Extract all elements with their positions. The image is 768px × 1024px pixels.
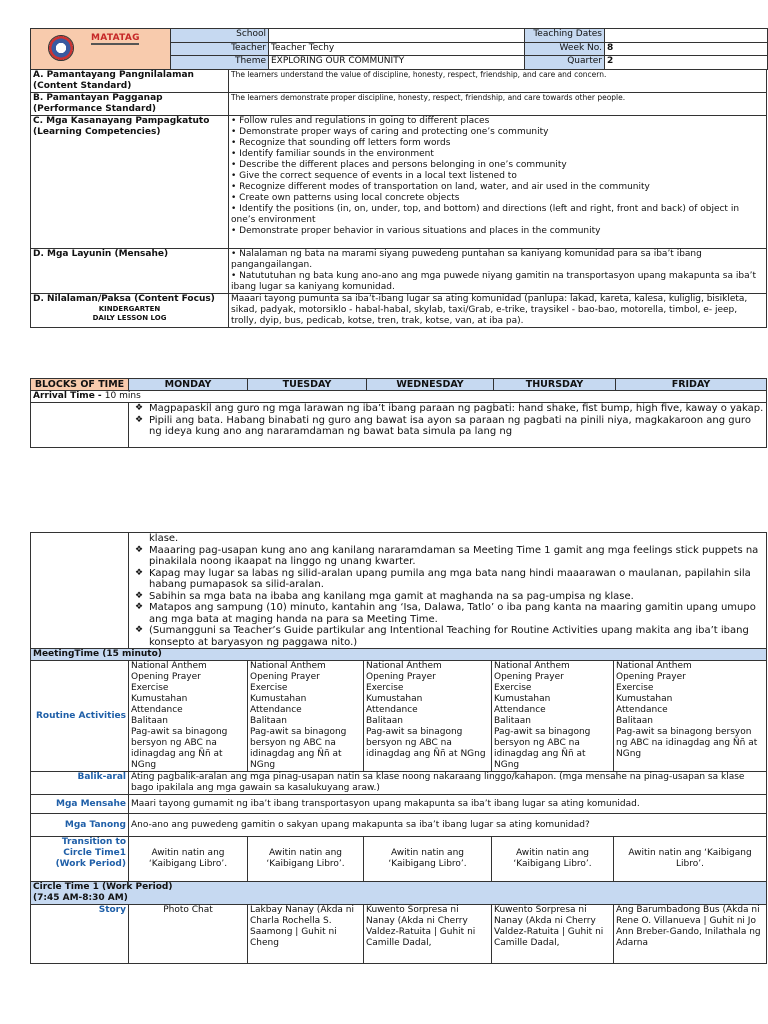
transition-tuesday: Awitin natin ang ‘Kaibigang Libro’. (248, 837, 364, 882)
routine-item: Balitaan (366, 716, 403, 726)
objective-item: • Natututuhan ng bata kung ano-ano ang mga puwede niyang gamitin na transportasyon upang makapunta sa iba’t ibang lugar sa kaniyang komunidad. (231, 271, 756, 292)
circle-time-hours: (7:45 AM-8:30 AM) (33, 893, 128, 903)
week-value: 8 (605, 42, 768, 56)
quarter-value: 2 (605, 56, 768, 70)
routine-item: National Anthem (616, 661, 692, 671)
performance-standard-text: The learners demonstrate proper discipline, honesty, respect, friendship, and care towards other people. (229, 93, 767, 116)
kindergarten-label: KINDERGARTEN (98, 305, 161, 313)
schedule-section-2 (30, 532, 767, 964)
arrival-item: ❖ Maaaring pag-usapan kung ano ang kanilang nararamdaman sa Meeting Time 1 gamit ang mga feelings stick puppets na pinakilala noong ikaapat na linggo ng unang kwarter. (149, 545, 764, 568)
performance-standard-label: B. Pamantayan Pagganap (Performance Standard) (31, 93, 229, 116)
competency-item: • Demonstrate proper ways of caring and protecting one’s community (231, 127, 549, 137)
story-label: Story (31, 905, 129, 964)
routine-item: National Anthem (366, 661, 442, 671)
arrival-empty-cell (31, 403, 129, 448)
schedule-table-top (30, 378, 767, 448)
meeting-time-header: MeetingTime (15 minuto) (31, 649, 767, 661)
quarter-label: Quarter (525, 56, 605, 70)
arrival-item: ❖ (Sumangguni sa Teacher’s Guide partikular ang Intentional Teaching for Routine Activities upang makita ang iba’t ibang konsepto at baryasyon ng paggawa nito.) (149, 625, 764, 648)
monday-header: MONDAY (129, 379, 248, 391)
arrival-item: ❖ Pipili ang bata. Habang binabati ng guro ang bawat isa ayon sa paraan ng pagbati na pinili niya, magkakaroon ang guro ng ideya kung ano ang nararamdaman ng bawat bata simula pa lang ng (149, 415, 764, 438)
logo-underline (91, 43, 139, 45)
tuesday-header: TUESDAY (248, 379, 367, 391)
routine-item: Kumustahan (494, 694, 551, 704)
routine-item: Attendance (366, 705, 418, 715)
routine-item: Opening Prayer (494, 672, 564, 682)
routine-item: Pag-awit sa binagong bersyon ng ABC na idinagdag ang Ññ at NGng (131, 727, 228, 770)
routine-item: Opening Prayer (250, 672, 320, 682)
routine-item: National Anthem (250, 661, 326, 671)
routine-item: Exercise (494, 683, 532, 693)
routine-friday (614, 661, 767, 772)
story-tuesday: Lakbay Nanay (Akda ni Charla Rochella S. Saamong | Guhit ni Cheng (248, 905, 364, 964)
content-focus-text: Maaari tayong pumunta sa iba’t-ibang lugar sa ating komunidad (panlupa: lakad, kareta, kalesa, kuliglig, bisikleta, sikad, padyak, motorsiklo - habal-habal, skylab, taxi/Grab, e-trike, traysikel - bao-bao, motorella, timbol, e- jeep, trolly, dyip, bus, pedicab, kotse, tren, trak, kotse, van, at iba pa). (229, 294, 767, 328)
story-monday: Photo Chat (129, 905, 248, 964)
transition-monday: Awitin natin ang ‘Kaibigang Libro’. (129, 837, 248, 882)
content-standard-text: The learners understand the value of discipline, honesty, respect, friendship, and care and concern. (229, 70, 767, 93)
competencies-list (229, 116, 767, 249)
story-friday: Ang Barumbadong Bus (Akda ni Rene O. Villanueva | Guhit ni Jo Ann Breber-Gando, Inilathala ng Adarna (614, 905, 767, 964)
arrival-cont-empty-cell (31, 533, 129, 649)
competency-item: • Follow rules and regulations in going to different places (231, 116, 490, 126)
objective-item: • Nalalaman ng bata na marami siyang puwedeng puntahan sa kaniyang komunidad para sa iba’t ibang pangangailangan. (231, 249, 702, 270)
routine-item: Exercise (250, 683, 288, 693)
competency-item: • Create own patterns using local concrete objects (231, 193, 460, 203)
competency-item: • Demonstrate proper behavior in various situations and places in the community (231, 226, 601, 236)
arrival-item: ❖ Magpapaskil ang guro ng mga larawan ng iba’t ibang paraan ng pagbati: hand shake, fist bump, high five, kaway o yakap. (149, 403, 764, 415)
routine-item: Attendance (250, 705, 302, 715)
transition-wednesday: Awitin natin ang ‘Kaibigang Libro’. (364, 837, 492, 882)
content-focus-label: D. Nilalaman/Paksa (Content Focus) (33, 294, 215, 304)
theme-value: EXPLORING OUR COMMUNITY (269, 56, 525, 70)
content-standard-label: A. Pamantayang Pangnilalaman (Content Standard) (31, 70, 229, 93)
routine-item: Opening Prayer (366, 672, 436, 682)
transition-label: Transition to Circle Time1 (Work Period) (31, 837, 129, 882)
school-value (269, 29, 525, 43)
thursday-header: THURSDAY (494, 379, 616, 391)
routine-item: Balitaan (616, 716, 653, 726)
week-label: Week No. (525, 42, 605, 56)
competency-item: • Identify familiar sounds in the environment (231, 149, 434, 159)
routine-item: National Anthem (494, 661, 570, 671)
routine-item: Exercise (616, 683, 654, 693)
routine-item: Pag-awit sa binagong bersyon ng ABC na idinagdag ang Ññ at NGng (366, 727, 486, 759)
arrival-item: ❖ Sabihin sa mga bata na ibaba ang kanilang mga gamit at maghanda na sa pag-umpisa ng klase. (149, 591, 764, 603)
routine-item: Kumustahan (131, 694, 188, 704)
mga-tanong-label: Mga Tanong (31, 814, 129, 837)
routine-activities-label: Routine Activities (31, 661, 129, 772)
arrival-time-row (31, 391, 767, 403)
schedule-section-1 (30, 378, 767, 448)
routine-wednesday (364, 661, 492, 772)
routine-item: Kumustahan (250, 694, 307, 704)
daily-lesson-log-label: DAILY LESSON LOG (92, 314, 167, 322)
routine-monday (129, 661, 248, 772)
arrival-item: ❖ Matapos ang sampung (10) minuto, kantahin ang ‘Isa, Dalawa, Tatlo’ o iba pang kanta na maaring gamitin upang umupo ang mga bata at maging handa na para sa Meeting Time. (149, 602, 764, 625)
school-label: School (171, 29, 269, 43)
teaching-dates-value (605, 29, 768, 43)
routine-item: Balitaan (131, 716, 168, 726)
story-wednesday: Kuwento Sorpresa ni Nanay (Akda ni Cherry Valdez-Ratuita | Guhit ni Camille Dadal, (364, 905, 492, 964)
mga-mensahe-label: Mga Mensahe (31, 795, 129, 814)
mga-mensahe-text: Maari tayong gumamit ng iba’t ibang transportasyon upang makapunta sa iba’t ibang lugar sa ating komunidad. (129, 795, 767, 814)
arrival-item: ❖ Kapag may lugar sa labas ng silid-aralan upang pumila ang mga bata nang hindi maaarawan o maulanan, papilahin sila habang pumapasok sa silid-aralan. (149, 568, 764, 591)
balik-aral-label: Balik-aral (31, 772, 129, 795)
teacher-label: Teacher (171, 42, 269, 56)
blocks-of-time-header: BLOCKS OF TIME (31, 379, 129, 391)
mga-tanong-text: Ano-ano ang puwedeng gamitin o sakyan upang makapunta sa iba’t ibang lugar sa ating komunidad? (129, 814, 767, 837)
competency-item: • Recognize different modes of transportation on land, water, and air used in the community (231, 182, 650, 192)
routine-item: Exercise (366, 683, 404, 693)
arrival-activities (129, 403, 767, 448)
story-thursday: Kuwento Sorpresa ni Nanay (Akda ni Cherry Valdez-Ratuita | Guhit ni Camille Dadal, (492, 905, 614, 964)
friday-header: FRIDAY (616, 379, 767, 391)
objectives-label: D. Mga Layunin (Mensahe) (31, 249, 229, 294)
routine-tuesday (248, 661, 364, 772)
routine-item: National Anthem (131, 661, 207, 671)
routine-item: Attendance (616, 705, 668, 715)
circle-time-header (31, 882, 767, 905)
wednesday-header: WEDNESDAY (367, 379, 494, 391)
teaching-dates-label: Teaching Dates (525, 29, 605, 43)
competency-item: • Identify the positions (in, on, under, top, and bottom) and directions (left and right, front and back) of object in one’s environment (231, 204, 740, 225)
routine-item: Kumustahan (366, 694, 423, 704)
routine-item: Pag-awit sa binagong bersyon ng ABC na idinagdag ang Ññ at NGng (250, 727, 347, 770)
routine-thursday (492, 661, 614, 772)
circle-time-title: Circle Time 1 (Work Period) (33, 882, 173, 892)
routine-item: Attendance (131, 705, 183, 715)
arrival-cont-text: klase. (149, 533, 179, 544)
schedule-table-bottom (30, 532, 767, 964)
routine-item: Opening Prayer (131, 672, 201, 682)
content-focus-label-cell (31, 294, 229, 328)
competency-item: • Describe the different places and persons belonging in one’s community (231, 160, 567, 170)
arrival-activities-cont (129, 533, 767, 649)
transition-friday: Awitin natin ang ‘Kaibigang Libro’. (614, 837, 767, 882)
transition-thursday: Awitin natin ang ‘Kaibigang Libro’. (492, 837, 614, 882)
routine-item: Kumustahan (616, 694, 673, 704)
deped-seal-icon (48, 35, 74, 61)
matatag-logo: MATATAG (91, 33, 140, 43)
competency-item: • Recognize that sounding off letters form words (231, 138, 451, 148)
standards-table (30, 69, 767, 328)
arrival-time-mins: 10 mins (104, 391, 141, 401)
routine-item: Opening Prayer (616, 672, 686, 682)
routine-item: Balitaan (494, 716, 531, 726)
competencies-label: C. Mga Kasanayang Pampagkatuto (Learning Competencies) (31, 116, 229, 249)
theme-label: Theme (171, 56, 269, 70)
teacher-value: Teacher Techy (269, 42, 525, 56)
routine-item: Pag-awit sa binagong bersyon ng ABC na idinagdag ang Ññ at NGng (616, 727, 758, 759)
routine-item: Balitaan (250, 716, 287, 726)
arrival-time-label: Arrival Time - (33, 391, 105, 401)
balik-aral-text: Ating pagbalik-aralan ang mga pinag-usapan natin sa klase noong nakaraang linggo/kahapon. (mga mensahe na pinag-usapan sa klase bago ipakilala ang mga gawain sa kasalukuyang araw.) (129, 772, 767, 795)
header-table (30, 28, 768, 70)
objectives-list (229, 249, 767, 294)
logo-cell (31, 29, 171, 70)
routine-item: Attendance (494, 705, 546, 715)
routine-item: Pag-awit sa binagong bersyon ng ABC na idinagdag ang Ññ at NGng (494, 727, 591, 770)
competency-item: • Give the correct sequence of events in a local text listened to (231, 171, 517, 181)
lesson-log-header (30, 28, 767, 328)
routine-item: Exercise (131, 683, 169, 693)
